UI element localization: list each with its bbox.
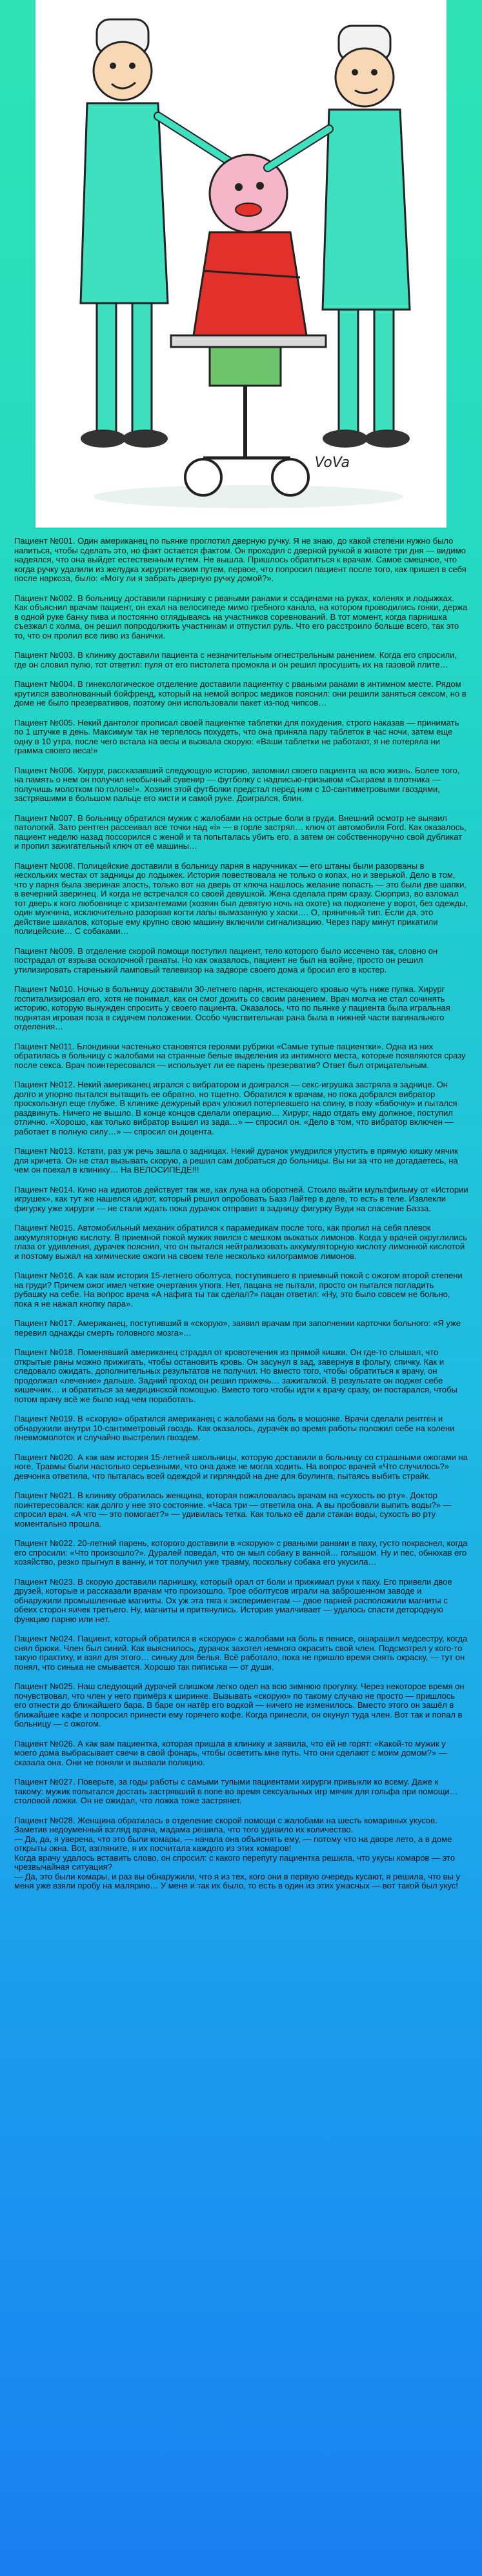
story-paragraph: Пациент №012. Некий американец игрался с вибратором и доигрался — секс-игрушка застряла в заднице. Он долго и упорно пытался вытащить ее обратно, но тщетно. Обратился к врачам, но пока добрался вибратор проскользнул еще глубже. В клинике дежурный врач уложил потерпевшего на спину, в позу «бабочку» и пытался раздвинуть. Ничего не вышло. В конце концов сделали операцию… Хирург, надо отдать ему должное, поступил отлично. «Хорошо, как только вибратор вышел из зада…» — спросил он. «Дело в том, что вибратор включен — работает в полную силу…» — спросил он доцента.	[14, 1080, 457, 1136]
story-paragraph: Пациент №001. Один американец по пьянке проглотил дверную ручку. Я не знаю, до какой степени нужно было напиться, чтобы сделать это, но факт остается фактом. Он проходил с дверной ручкой в животе три дня — видимо надеялся, что она выйдет естественным путем. Не вышла. Пришлось обратиться к врачам. Самое смешное, что когда ручку удалили из желудка хирургическим путем, первое, что попросил пациент после того, как пришел в себя после наркоза, было: «Могу ли я забрать дверную ручку домой?».	[14, 536, 467, 583]
story-paragraph: Пациент №007. В больницу обратился мужик с жалобами на острые боли в груди. Внешний осмотр не выявил патологий. Зато рентген рассеивал все точки над «i» — в горле застрял… ключ от автомобиля Ford. Как оказалось, пациент неделю назад поссорился с женой и та попыталась убить его, а затем он собственноручно свой дубликат и пропил зажигательный ключ от её машины…	[14, 813, 467, 851]
story-paragraph: Пациент №003. В клинику доставили пациента с незначительным огнестрельным ранением. Когда его спросили, где он словил пулю, тот ответил: пуля от его пистолета промокла и он решил просушить их на газовой плите…	[14, 650, 457, 669]
story-paragraph: Пациент №023. В скорую доставили парнишку, который орал от боли и прижимал руки к паху. Его привели двое друзей, которые и рассказали врачам что произошло. Трое оболтусов играли на заброшенном заводе и обнаружили промышленные магниты. Ох уж эта тяга к экспериментам — двое парней расположили магниты с обеих сторон яичек третьего. Ну, магниты и притянулись. История умалчивает — удалось спасти детородную функцию парню или нет.	[14, 1576, 452, 1624]
story-paragraph: Пациент №020. А как вам история 15-летней школьницы, которую доставили в больницу со страшными ожогами на ноге. Травмы были настолько серьезными, что она даже не могла ходить. На вопрос врачей «Что случилось?» девчонка ответила, что пыталась всей одеждой и гирляндой на дне для боулинга, пытаясь выбить страйк.	[14, 1452, 468, 1481]
story-paragraph: Пациент №010. Ночью в больницу доставили 30-летнего парня, истекающего кровью чуть ниже пупка. Хирург госпитализировал его, хотя не понимал, как он смог дожить со своим ранением. Врач молча не стал сочинять историю, которую вынужден спросить у своего пациента. Оказалось, что по пьянке у пациента была игральная поднятая игровая поза в сидячем положении. Особо чувствительная рана была в нижней части вагинального отделения…	[14, 984, 450, 1031]
story-paragraph: Пациент №025. Наш следующий дурачей слишком легко одел на всю зимнюю прогулку. Через некоторое время он почувствовал, что член у него примёрз к ширинке. Вызывать «скорую» по такому случаю не просто — пришлось его отнести до ближайшего бара. В баре он натёр его водкой — ничего не изменилось. Вместо этого он зашёл в ближайшее кафе и попросил принести ему горячего кофе. Когда принесли, он окунул туда член. Вот так и попал в больницу — с ожогом.	[14, 1681, 465, 1729]
patient-on-stretcher	[171, 155, 326, 495]
story-paragraph: Пациент №016. А как вам история 15-летнего оболтуса, поступившего в приемный покой с ожогом второй степени на груди? Причем ожог имел четкие очертания утюга. Нет, пацана не пытали, просто он пытался погладить рубашку на себе. На вопрос врача «А нафига ты так сделал?» пацан ответил: «Ну, это было совсем не больно, пока я не нажал кнопку пара».	[14, 1271, 463, 1309]
story-paragraph: Пациент №008. Полицейские доставили в больницу парня в наручниках — его штаны были разорваны в нескольких местах от задницы до лодыжек. История повествовала не только о копах, но и зверькой. Дело в том, что у парня была звериная злость, только вот на дверь от ключа нашлось желание попасть — это были две шапки, в вечерний зверинец. И когда не встречался со своей девушкой. Жена сделала прям сразу. Сюрприз, во взломал тот дверь к кого любовнице с хризантемами (хозяин был девятую ночь на охоте) на подколене у ворот, без одежды, один мужчина, исключительно разорвав когти лапы вымазанную у хаски…. О, пряничный тип. Если да, это действие шакалов, которые ему крупно свою машину включили сигнализацию. Через пару минут прикатили полицейские… С собаками…	[14, 860, 468, 936]
stories-list	[14, 537, 468, 1901]
story-paragraph: Пациент №028. Женщина обратилась в отделение скорой помощи с жалобами на шесть комариных укусов. Заметив недоуменный взгляд врача, мадама решила, что того удивило их количество. — Да, да, я уверена, что это были комары, — начала она объяснять ему, — потому что на дворе лето, а в доме открыты окна. Вот, взгляните, я их посчитала каждого из этих комаров! Когда врачу удалось вставить слово, он спросил: с какого перепугу пациентка решила, что укусы комаров — это чрезвычайная ситуация? — Да, это были комары, и раз вы обнаружили, что я из тех, кого они в первую очередь кусают, я решила, что вы у меня уже взяли пробу на малярию… У меня и так их было, то есть в один из этих ужасных — вот такой был укус!	[14, 1815, 460, 1890]
story-paragraph: Пациент №004. В гинекологическое отделение доставили пациентку с рваными ранами в интимном месте. Рядом крутился взволнованный бойфренд, который на немой вопрос медиков пояснил: они решили заняться сексом, но в доме не было презервативов, поэтому они использовали пакет из-под чипсов…	[14, 679, 467, 708]
story-paragraph: Пациент №014. Кино на идиотов действует так же, как луна на оборотней. Стоило выйти мультфильму от «Истории игрушек», как тут же нашелся идиот, который решил опробовать Базз Лайтер в деле, то есть в теле. Извлекли фигурку уже хирурги — не стали ждать пока дурачок отправит в задницу фигурку Вуди на спасение Базза.	[14, 1184, 468, 1213]
story-paragraph: Пациент №024. Пациент, который обратился в «скорую» с жалобами на боль в пенисе, ошарашил медсестру, когда снял брюки. Член был синий. Как выяснилось, дурачок захотел немного окрасить свой член. Подсмотрел у кого-то такую практику, и взял для этого… синьку для белья. Всё работало, пока не пришло время снять окраску, — тут он понял, что синька не смывается. Хорошо так пиписька — от души.	[14, 1634, 468, 1672]
artist-signature: VoVa	[314, 455, 350, 471]
story-paragraph: Пациент №002. В больницу доставили парнишку с рваными ранами и ссадинами на руках, коленях и лодыжках. Как объяснил врачам пациент, он ехал на велосипеде мимо гребного канала, на котором проводились гонки, держа в одной руке банку пива и постоянно оглядываясь на участников соревнований. В тот момент, когда парнишка съезжал с холма, он решил попродолжить участникам и отпустил руль. Что его расстроило больше всего, так это то, что он пролил все пиво из банички.	[14, 593, 468, 640]
story-paragraph: Пациент №022. 20-летний парень, которого доставили в «скорую» с рваными ранами в паху, густо покраснел, когда его спросили: «Что произошло?». Дуралей поведал, что он мыл собаку в ванной… голышом. Ну и пес, обнюхав его хозяйство, резко прыгнул в ванну, и тот получил уже травму, поскольку собака его укусила…	[14, 1538, 468, 1567]
story-paragraph: Пациент №005. Некий дантолог прописал своей пациентке таблетки для похудения, строго наказав — принимать по 1 штучке в день. Максимум так не терпелось похудеть, что она приняла пару таблеток в час ночи, затем еще одну в 10 утра, после чего встала на весы и вызвала скорую: «Ваши таблетки не работают, я не потеряла ни грамма своего веса!»	[14, 717, 459, 755]
story-paragraph: Пациент №021. В клинику обратилась женщина, которая пожаловалась врачам на «сухость во рту». Доктор поинтересовался: как долго у нее это состояние. «Часа три — ответила она. А вы пробовали выпить воды?» — спросил врач. «А что — это помогает?» — удивилась тетка. Как только её дали стакан воды, сухость во рту моментально прошла.	[14, 1491, 452, 1529]
story-paragraph: Пациент №015. Автомобильный механик обратился к парамедикам после того, как пролил на себя плевок аккумуляторную кислоту. В приемной покой мужик явился с мешком выжатых лимонов. Когда у врачей округлились глаза от удивления, дурачек пояснил, что он пытался нейтрализовать аккумуляторную кислоту лимонной кислотой и поэтому выжал на химические ожоги на своем теле несколько килограммов лимонов.	[14, 1223, 467, 1261]
left-doctor-figure	[81, 19, 229, 448]
story-paragraph: Пациент №019. В «скорую» обратился американец с жалобами на боль в мошонке. Врачи сделали рентген и обнаружили внутри 10-сантиметровый гвоздь. Как оказалось, дурачёк во время работы положил себе на колени пневмомолоток и случайно выстрелил гвоздем.	[14, 1414, 455, 1442]
story-paragraph: Пациент №018. Поменявший американец страдал от кровотечения из прямой кишки. Он где-то слышал, что открытые раны можно прижигать, чтобы остановить кровь. Он засунул в зад, завернув в фольгу, спичку. Как и следовало ожидать, дополнительных результатов не получил. Но вместо того, чтобы обратиться к врачу, он продолжал «лечение» дальше. Задний проход он решил прижечь… зажигалкой. В результате он поджег себе кишечник… и обратиться за медицинской помощью. Вместо того чтобы идти к врачу сразу, он постарался, чтобы потом врачу всё же было над чем поработать.	[14, 1347, 457, 1404]
story-paragraph: Пациент №011. Блондинки частенько становятся героями рубрики «Самые тупые пациентки». Одна из них обратилась в больницу с жалобами на странные белые выделения из интимного места, которые появляются сразу после секса. Врач поинтересовался — использует ли ее парень презерватив? Ответ был отрицательным.	[14, 1041, 466, 1070]
story-paragraph: Пациент №013. Кстати, раз уж речь зашла о задницах. Некий дурачок умудрился упустить в прямую кишку мячик для кричета. Он не стал вызывать скорую, а решил сам добраться до больницы. Вы ни за что не догадаетесь, на чем он поехал в клинику… На ВЕЛОСИПЕДЕ!!!	[14, 1146, 458, 1174]
cartoon-illustration	[35, 0, 447, 528]
story-paragraph: Пациент №026. А как вам пациентка, которая пришла в клинику и заявила, что ей не горят: «Какой-то мужик у моего дома выбрасывает свечи в свой фонарь, чтобы осветить мне путь. Что они сделают с моим домом?» — сказала она. Они не поняли и вызвали полицию.	[14, 1738, 447, 1767]
cartoon-drawing	[35, 0, 447, 528]
story-paragraph: Пациент №027. Поверьте, за годы работы с самыми тупыми пациентами хирурги привыкли ко всему. Даже к такому: мужик попытался достать застрявший в попе во время сексуальных игр мячик для гольфа при помощи… столовой ложки. Он не ожидал, что ложка тоже застрянет.	[14, 1777, 458, 1805]
story-paragraph: Пациент №009. В отделение скорой помощи поступил пациент, тело которого было иссечено так, словно он пострадал от взрыва осколочной гранаты. Но как оказалось, пациент не был на войне, просто он решил утилизировать старенький ламповый телевизор на задворе своего дома и бросил его в костер.	[14, 946, 438, 975]
story-paragraph: Пациент №017. Американец, поступивший в «скорую», заявил врачам при заполнении карточки больного: «Я уже перевил однажды смерть головного мозга»…	[14, 1318, 461, 1338]
story-paragraph: Пациент №006. Хирург, рассказавший следующую историю, запомнил своего пациента на всю жизнь. Более того, на память о нем он получил необычный сувенир — футболку с надписью-призывом «Сыграем в плотника — получишь молотком по голове!». Хозяин этой футболки предстал перед ним с 10-сантиметровыми гвоздями, застрявшими в большом пальце его кисти и самой руке. Доигрался, блин.	[14, 765, 460, 803]
